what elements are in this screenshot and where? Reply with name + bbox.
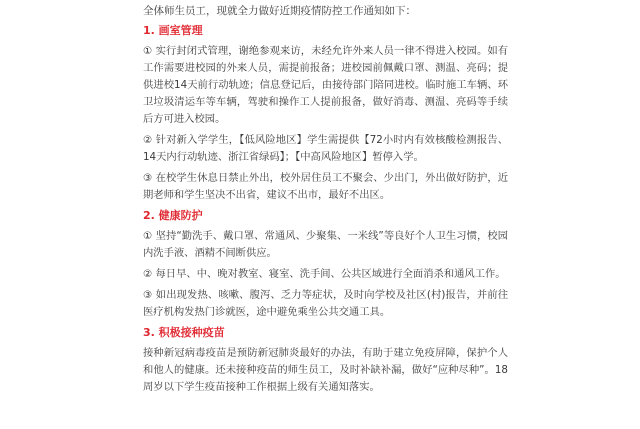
intro-text: 全体师生员工，现就全力做好近期疫情防控工作通知如下：	[143, 5, 416, 17]
section-heading-studio-management: 1. 画室管理	[143, 24, 203, 37]
section-2-paragraph-3: ③ 如出现发热、咳嗽、腹泻、乏力等症状，及时向学校及社区(村)报告，并前往医疗机构发热门诊就医，途中避免乘坐公共交通工具。	[143, 289, 508, 318]
section-1-paragraph-1: ① 实行封闭式管理，谢绝参观来访，未经允许外来人员一律不得进入校园。如有工作需要进校园的外来人员，需提前报备；进校园前佩戴口罩、测温、亮码；提供进校14天前行动轨迹；信息登记后，由接待部门陪同进校。临时施工车辆、环卫垃圾清运车等车辆，驾驶和操作工人提前报备，做好消毒、测温、亮码等手续后方可进入校园。	[143, 45, 508, 125]
section-1-paragraph-2: ② 针对新入学学生，【低风险地区】学生需提供【72小时内有效核酸检测报告、14天内行动轨迹、浙江省绿码】；【中高风险地区】暂停入学。	[143, 134, 508, 163]
section-heading-vaccination: 3. 积极接种疫苗	[143, 326, 225, 339]
section-heading-health-protection: 2. 健康防护	[143, 209, 203, 222]
section-2-paragraph-2: ② 每日早、中、晚对教室、寝室、洗手间、公共区域进行全面消杀和通风工作。	[143, 268, 506, 280]
section-2-paragraph-1: ① 坚持“勤洗手、戴口罩、常通风、少聚集、一米线”等良好个人卫生习惯，校园内洗手液、酒精不间断供应。	[143, 230, 508, 259]
section-1-paragraph-3: ③ 在校学生休息日禁止外出，校外居住员工不聚会、少出门，外出做好防护，近期老师和学生坚决不出省，建议不出市，最好不出区。	[143, 172, 508, 201]
notice-document	[143, 3, 508, 400]
section-3-paragraph-1: 接种新冠病毒疫苗是预防新冠肺炎最好的办法，有助于建立免疫屏障，保护个人和他人的健康。还未接种疫苗的师生员工，及时补缺补漏，做好“应种尽种”。18周岁以下学生疫苗接种工作根据上级有关通知落实。	[143, 347, 508, 393]
